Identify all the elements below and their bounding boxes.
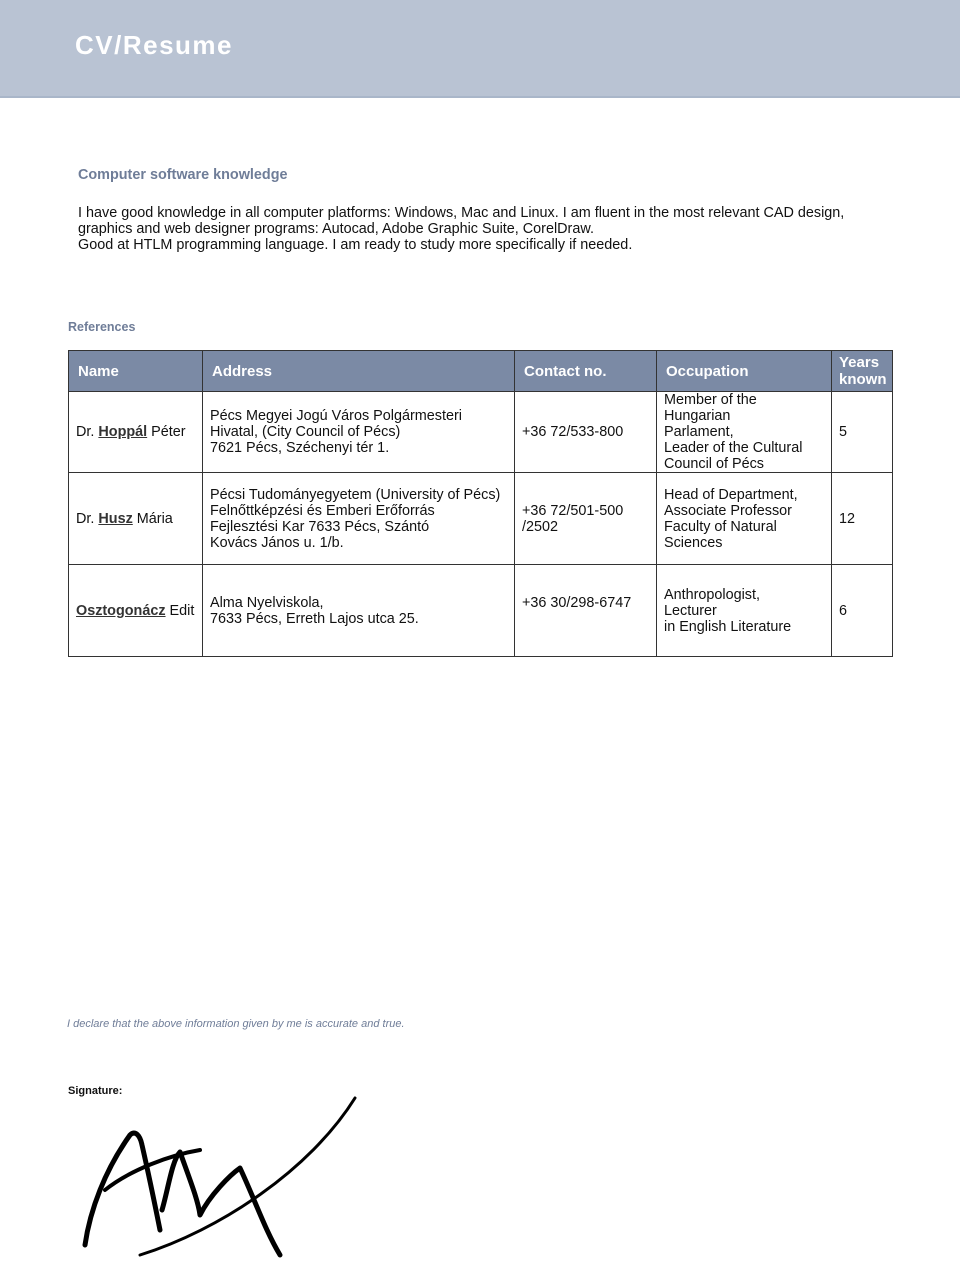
contact-line: +36 72/501-500 [522, 502, 624, 519]
occupation-line: Faculty of Natural [664, 518, 777, 535]
page-title: CV/Resume [75, 30, 233, 60]
references-section-title: References [68, 320, 136, 334]
ref-address [203, 565, 515, 657]
ref-years: 12 [832, 473, 893, 565]
references-table [68, 350, 893, 657]
ref-contact [515, 565, 657, 657]
ref-contact [515, 392, 657, 473]
software-section-title: Computer software knowledge [78, 167, 288, 183]
address-line: Pécsi Tudományegyetem (University of Pécs) [210, 486, 501, 503]
signature-image [80, 1090, 380, 1265]
occupation-line: Leader of the Cultural [664, 440, 803, 456]
header-contact: Contact no. [515, 351, 657, 392]
ref-name [69, 473, 203, 565]
name-surname: Husz [98, 510, 133, 527]
occupation-line: Council of Pécs [664, 456, 764, 472]
name-surname: Hoppál [98, 424, 148, 440]
ref-name [69, 565, 203, 657]
occupation-line: Sciences [664, 534, 723, 551]
table-row [69, 565, 893, 657]
name-prefix: Dr. [76, 424, 99, 440]
address-line: Pécs Megyei Jogú Város Polgármesteri [210, 408, 462, 424]
page-header [0, 0, 960, 98]
address-line: Kovács János u. 1/b. [210, 534, 344, 551]
occupation-line: Associate Professor [664, 502, 792, 519]
occupation-line: Anthropologist, [664, 586, 760, 603]
contact-line: +36 72/533-800 [522, 424, 624, 440]
name-surname: Osztogonácz [76, 602, 166, 619]
ref-occupation [657, 392, 832, 473]
occupation-line: Parlament, [664, 424, 734, 440]
software-line: Good at HTLM programming language. I am ready to study more specifically if needed. [78, 237, 633, 253]
address-line: Felnőttképzési és Emberi Erőforrás [210, 502, 435, 519]
name-prefix: Dr. [76, 510, 99, 527]
ref-occupation [657, 565, 832, 657]
address-line: Hivatal, (City Council of Pécs) [210, 424, 401, 440]
ref-address [203, 473, 515, 565]
declaration-text: I declare that the above information given by me is accurate and true. [67, 1018, 405, 1030]
contact-line: /2502 [522, 518, 559, 535]
occupation-line: Head of Department, [664, 486, 798, 503]
occupation-line: Lecturer [664, 602, 717, 619]
software-line: I have good knowledge in all computer platforms: Windows, Mac and Linux. I am fluent in the most relevant CAD design, [78, 205, 845, 221]
table-header-row [69, 351, 893, 392]
ref-address [203, 392, 515, 473]
header-occupation: Occupation [657, 351, 832, 392]
occupation-line: in English Literature [664, 618, 792, 635]
software-line: graphics and web designer programs: Autocad, Adobe Graphic Suite, CorelDraw. [78, 221, 594, 237]
header-years: Years known [832, 351, 893, 392]
name-given: Péter [147, 424, 186, 440]
address-line: 7633 Pécs, Erreth Lajos utca 25. [210, 610, 419, 627]
address-line: Alma Nyelviskola, [210, 594, 324, 611]
ref-occupation [657, 473, 832, 565]
ref-contact [515, 473, 657, 565]
name-given: Mária [132, 510, 173, 527]
table-row [69, 392, 893, 473]
name-given: Edit [165, 602, 195, 619]
address-line: 7621 Pécs, Széchenyi tér 1. [210, 440, 390, 456]
contact-line: +36 30/298-6747 [522, 595, 632, 611]
ref-name [69, 392, 203, 473]
ref-years: 6 [832, 565, 893, 657]
address-line: Fejlesztési Kar 7633 Pécs, Szántó [210, 518, 430, 535]
occupation-line: Member of the Hungarian [664, 392, 757, 424]
header-name: Name [69, 351, 203, 392]
software-paragraph [78, 205, 878, 253]
ref-years: 5 [832, 392, 893, 473]
header-address: Address [203, 351, 515, 392]
signature-label: Signature: [68, 1085, 123, 1097]
table-row [69, 473, 893, 565]
